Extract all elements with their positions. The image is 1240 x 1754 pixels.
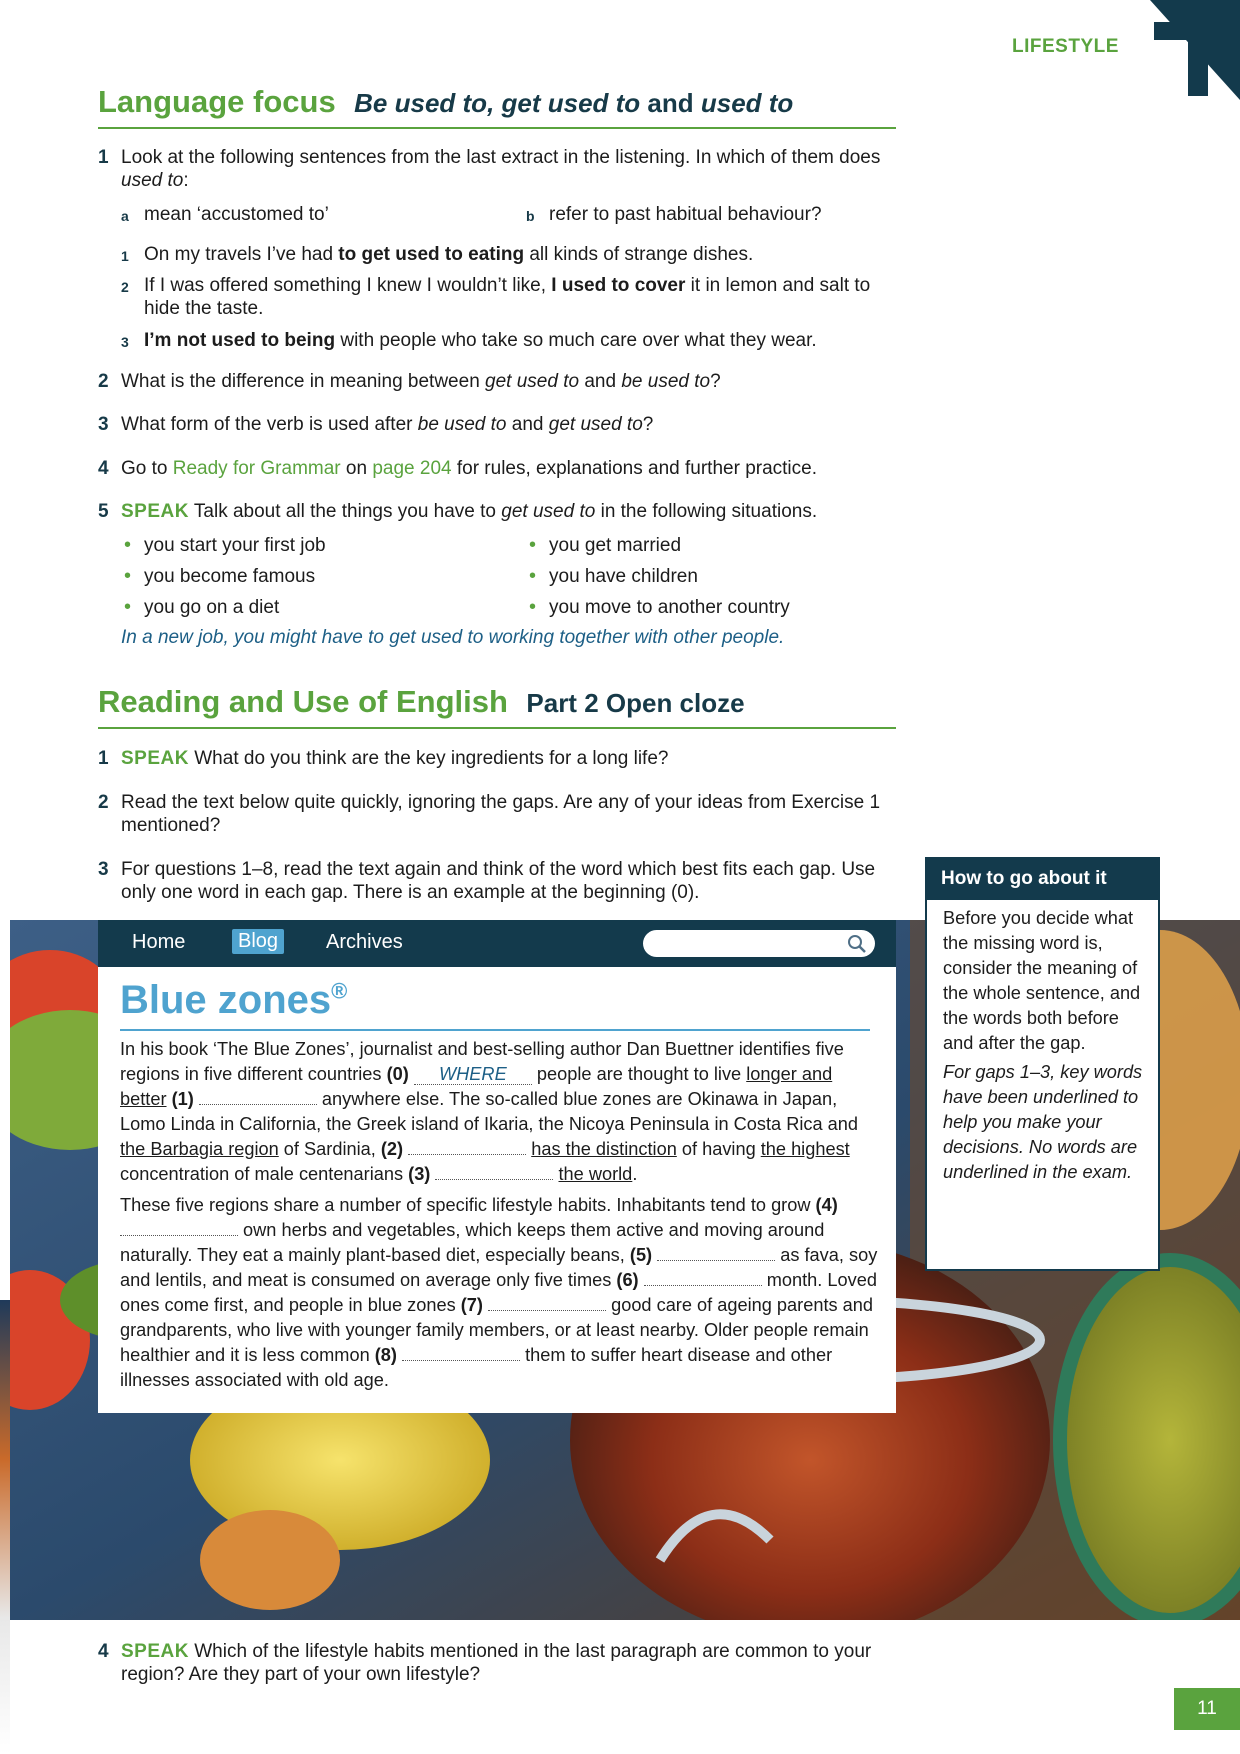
- reading-exercise-4: 4 SPEAK Which of the lifestyle habits mentioned in the last paragraph are common to your region? Are they part of your own lifestyle?: [98, 1641, 872, 1685]
- blog-text: [120, 1037, 880, 1399]
- section-title: Reading and Use of English: [98, 684, 508, 719]
- option-a: a mean ‘accustomed to’: [121, 204, 329, 225]
- grammar-link[interactable]: Ready for Grammar: [172, 458, 341, 479]
- language-focus-heading: [98, 84, 896, 129]
- blog-nav: [98, 920, 896, 967]
- nav-archives[interactable]: Archives: [326, 931, 403, 953]
- exercise-2: 2 What is the difference in meaning between get used to and be used to?: [98, 371, 721, 392]
- sentence-2: 2 If I was offered something I knew I wouldn’t like, I used to cover it in lemon and salt to hide the taste.: [121, 275, 871, 319]
- gap-2[interactable]: [408, 1138, 526, 1155]
- exercise-number: 1: [98, 147, 109, 168]
- gap-6[interactable]: [644, 1269, 762, 1286]
- sentence-3: 3 I’m not used to being with people who take so much care over what they wear.: [121, 330, 817, 351]
- list-item: • you have children: [529, 565, 698, 587]
- gap-8[interactable]: [402, 1344, 520, 1361]
- reading-heading: [98, 684, 896, 729]
- paragraph-1: In his book ‘The Blue Zones’, journalist and best-selling author Dan Buettner identifies five regions in five different countries (0) WHERE people are thought to live longer and better (1) anywhere else. The so-called blue zones are Okinawa in Japan, Lomo Linda in California, the Greek island of Ikaria, the Nicoya Peninsula in Costa Rica and the Barbagia region of Sardinia, (2) has the distinction of having the highest concentration of male centenarians (3) the world.: [120, 1039, 859, 1184]
- section-subtitle: Be used to, get used to and used to: [354, 88, 794, 118]
- section-title: Language focus: [98, 84, 336, 119]
- exercise-3: 3 What form of the verb is used after be used to and get used to?: [98, 414, 654, 435]
- section-subtitle: Part 2 Open cloze: [526, 688, 745, 718]
- tip-box: [925, 857, 1160, 1271]
- gap-3[interactable]: [435, 1163, 553, 1180]
- page-number: 11: [1174, 1688, 1240, 1730]
- example-answer: In a new job, you might have to get used to working together with other people.: [121, 627, 785, 648]
- unit-label: LIFESTYLE: [1012, 36, 1119, 57]
- reading-exercise-3: 3 For questions 1–8, read the text again and think of the word which best fits each gap. Use only one word in each gap. There is an example at the beginning (0).: [98, 859, 876, 903]
- search-input[interactable]: [643, 930, 875, 957]
- blog-title: Blue zones®: [120, 978, 870, 1031]
- nav-blog[interactable]: Blog: [232, 929, 284, 954]
- paragraph-2: These five regions share a number of specific lifestyle habits. Inhabitants tend to grow (4) own herbs and vegetables, which keeps them active and moving around naturally. They eat a mainly plant-based diet, especially beans, (5) as fava, soy and lentils, and meat is consumed on average only five times (6) month. Loved ones come first, and people in blue zones (7) good care of ageing parents and grandparents, who live with younger family members, or at least nearby. Older people remain healthier and it is less common (8) them to suffer heart disease and other illnesses associated with old age.: [120, 1195, 878, 1390]
- page-link[interactable]: page 204: [372, 458, 452, 479]
- reading-exercise-2: 2 Read the text below quite quickly, ignoring the gaps. Are any of your ideas from Exercise 1 mentioned?: [98, 792, 881, 836]
- gap-0-example: WHERE: [414, 1064, 532, 1085]
- list-item: • you start your first job: [124, 534, 326, 556]
- sentence-1: 1 On my travels I’ve had to get used to eating all kinds of strange dishes.: [121, 244, 754, 265]
- list-item: • you get married: [529, 534, 682, 556]
- list-item: • you go on a diet: [124, 596, 280, 618]
- exercise-5: 5 SPEAK Talk about all the things you have to get used to in the following situations.: [98, 501, 818, 522]
- gap-4[interactable]: [120, 1219, 238, 1236]
- nav-home[interactable]: Home: [132, 931, 186, 953]
- reading-exercise-1: 1 SPEAK What do you think are the key ingredients for a long life?: [98, 748, 669, 769]
- tip-title: How to go about it: [927, 859, 1158, 900]
- unit-corner-icon: [1150, 0, 1240, 100]
- gap-1[interactable]: [199, 1088, 317, 1105]
- exercise-1: [98, 146, 898, 192]
- search-icon[interactable]: [847, 934, 867, 954]
- exercise-text: Look at the following sentences from the last extract in the listening. In which of them does used to:: [121, 147, 881, 191]
- list-item: • you move to another country: [529, 596, 790, 618]
- tip-body: Before you decide what the missing word is, consider the meaning of the whole sentence, and the words both before and after the gap. For gaps 1–3, key words have been underlined to help you make your decisions. No words are underlined in the exam.: [943, 908, 1143, 1182]
- gap-5[interactable]: [657, 1244, 775, 1261]
- blog-panel: [98, 920, 896, 1413]
- exercise-4: 4 Go to Ready for Grammar on page 204 for rules, explanations and further practice.: [98, 458, 817, 479]
- option-b: b refer to past habitual behaviour?: [526, 204, 822, 225]
- list-item: • you become famous: [124, 565, 316, 587]
- gap-7[interactable]: [488, 1294, 606, 1311]
- edge-photo-strip: [0, 1300, 10, 1754]
